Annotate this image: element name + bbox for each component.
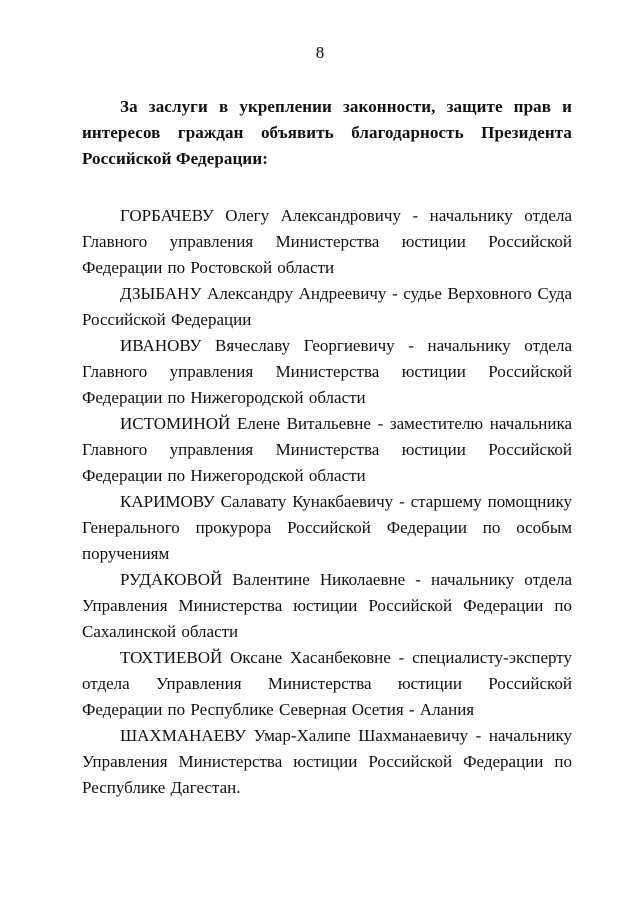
award-heading: За заслуги в укреплении законности, защите прав и интересов граждан объявить благодарность Президента Российской Федерации: [82, 97, 572, 168]
award-entry-istomina: ИСТОМИНОЙ Елене Витальевне - заместителю начальника Главного управления Министерства юстиции Российской Федерации по Нижегородской области [82, 414, 572, 485]
award-entry-gorbachev: ГОРБАЧЕВУ Олегу Александровичу - начальнику отдела Главного управления Министерства юстиции Российской Федерации по Ростовской области [82, 206, 572, 277]
award-entry-shakhmanaev: ШАХМАНАЕВУ Умар-Халипе Шахманаевичу - начальнику Управления Министерства юстиции Российской Федерации по Республике Дагестан. [82, 726, 572, 797]
award-entry-karimov: КАРИМОВУ Салавату Кунакбаевичу - старшему помощнику Генерального прокурора Российской Федерации по особым поручениям [82, 492, 572, 563]
award-entry-rudakova: РУДАКОВОЙ Валентине Николаевне - начальнику отдела Управления Министерства юстиции Российской Федерации по Сахалинской области [82, 570, 572, 641]
page-number: 8 [315, 43, 325, 62]
document-body [82, 94, 572, 801]
award-entry-tokhtieva: ТОХТИЕВОЙ Оксане Хасанбековне - специалисту-эксперту отдела Управления Министерства юстиции Российской Федерации по Республике Северная Осетия - Алания [82, 648, 572, 719]
award-entry-ivanov: ИВАНОВУ Вячеславу Георгиевичу - начальнику отдела Главного управления Министерства юстиции Российской Федерации по Нижегородской области [82, 336, 572, 407]
award-entry-dzyban: ДЗЫБАНУ Александру Андреевичу - судье Верховного Суда Российской Федерации [82, 284, 572, 329]
